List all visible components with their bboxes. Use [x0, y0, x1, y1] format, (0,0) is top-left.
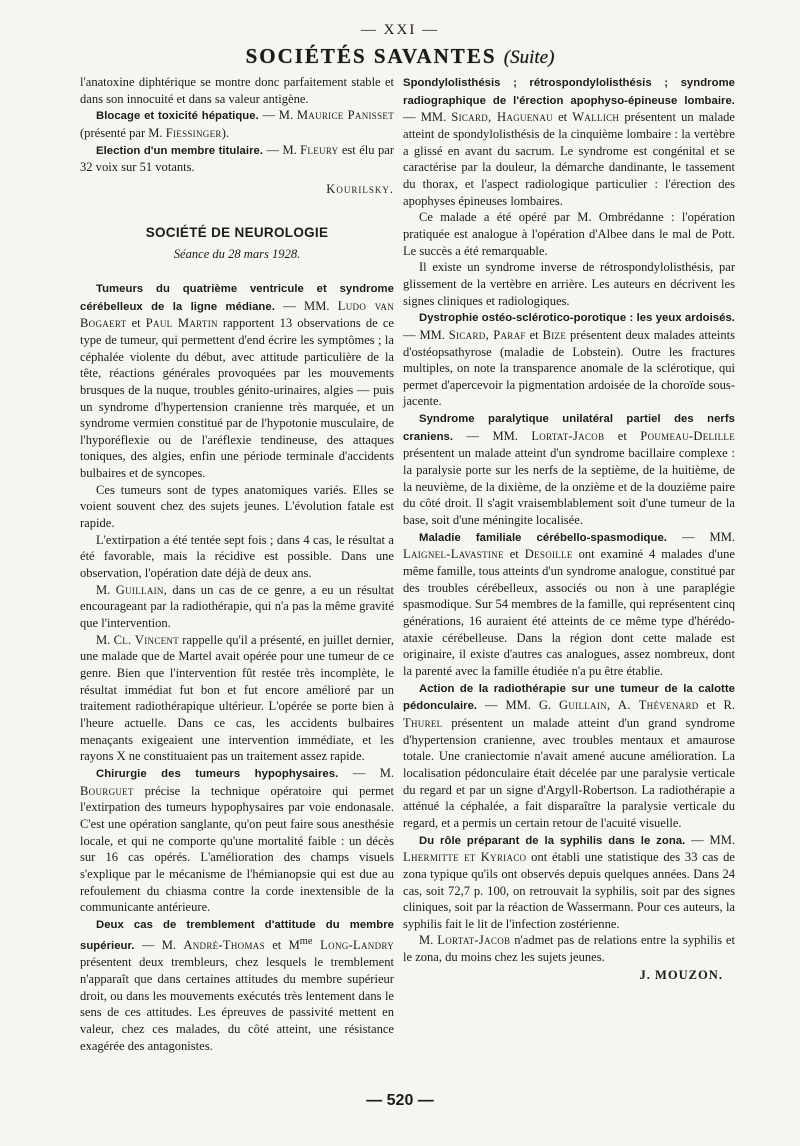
author: Bize	[542, 327, 567, 342]
running-title-suite: (Suite)	[503, 47, 555, 68]
text: ont examiné 4 malades d'une même famille, tous atteints d'un syndrome analogue, constitué par des troubles cérébelleux, associés ou non à une paraplégie spasmodique. Sur 54 membres de la famille, qui représentent cinq générations, 16 auraient été atteints de ce même type d'hérédo-ataxie cérébelleuse. Dans la région dont cette malade est originaire, il existe d'autres cas analogues, assez nombreux, dont la parenté avec la famille étudiée n'a pu être établie.	[403, 547, 735, 678]
text: présentent deux malades atteints d'ostéopsathyrose (maladie de Lobstein). Outre les fractures multiples, on note la transparence anomale de la sclérotique, qui permet d'apercevoir la pigmentation ardoisée de la choroïde sous-jacente.	[403, 327, 736, 409]
page-number: — 520 —	[366, 1092, 434, 1109]
paragraph-zona	[403, 832, 735, 933]
paragraph-extirpation: L'extirpation a été tentée sept fois ; dans 4 cas, le résultat a été favorable, mais la récidive est possible. Dans une observation, l'opération date déjà de deux ans.	[80, 532, 394, 581]
author: Lortat-Jacob	[531, 428, 605, 443]
author: Bourguet	[80, 783, 134, 798]
superscript: me	[299, 935, 313, 947]
author: Cl. Vincent	[113, 632, 180, 647]
seance-date: Séance du 28 mars 1928.	[173, 247, 301, 262]
paragraph-vincent	[80, 632, 394, 765]
author: Lortat-Jacob	[437, 933, 511, 948]
text: présentent un malade atteint d'un syndrome bacillaire complexe : la paralysie porte sur les nerfs de la septième, de la huitième, de la neuvième, de la dixième, de la onzième et de la douzième paire du côté droit. Il s'agit vraisemblablement soit d'une tumeur de la base, soit d'une méningite localisée.	[403, 446, 735, 528]
text: rappelle qu'il a présenté, en juillet dernier, une malade que de Martel avait opérée pour une tumeur de ce genre. Bien que l'intervention fût restée très incomplète, le résultat immédiat fut bon et fut encore amélioré par un traitement radiothérapique ultérieur. L'opérée se porte bien à l'heure actuelle. Dans ce cas, les accidents bulbaires menaçants exigeaient une intervention immédiate, et les rayons X ne constituaient pas un traitement assez rapide.	[80, 632, 394, 764]
text: et	[525, 327, 543, 342]
text: présentent un malade atteint d'un grand syndrome d'hypertension cranienne, avec troubles mentaux et amaurose totale. Une craniectomie n'avait amené aucune amélioration. La localisation pédonculaire était décelée par une paralysie verticale du regard et par un signe d'Argyll-Robertson. La radiothérapie a atténué la céphalée, a fait disparaître la paralysie verticale du regard, et a permis un certain retour de l'acuité visuelle.	[403, 715, 735, 830]
text: et R.	[698, 698, 735, 713]
text: et M	[264, 937, 300, 952]
paragraph-syndrome-paralytique	[403, 410, 735, 529]
text: est élu par 32 voix sur 51 votants.	[80, 142, 394, 175]
text: et	[552, 110, 573, 125]
signature-mouzon: J. MOUZON.	[639, 967, 723, 982]
text: M.	[96, 632, 114, 647]
paragraph-election	[80, 142, 394, 176]
text: et	[503, 547, 525, 562]
text: précise la technique opératoire qui permet l'extirpation des tumeurs hypophysaires par voie endonasale. C'est une opération sanglante, qu'on peut faire sous anesthésie locale, et qui ne comporte qu'une mortalité faible : un décès sur 16 cas opérés. L'amélioration des champs visuels s'explique par le mécanisme de l'hémianopsie qui est due au refoulement du chiasma contre la corde inextensible de la communicante antérieure.	[80, 783, 394, 915]
text: — M.	[263, 142, 301, 157]
heading-election: Election d'un membre titulaire.	[96, 144, 264, 157]
text: M.	[96, 582, 116, 597]
text: — MM.	[453, 428, 532, 443]
heading-tumeurs: Tumeurs du quatrième ventricule et syndrome cérébelleux de la ligne médiane.	[80, 282, 394, 313]
text: — MM.	[666, 529, 735, 544]
author: Sicard, Haguenau	[451, 110, 553, 125]
heading-tremblement: Deux cas de tremblement d'attitude du membre supérieur.	[80, 918, 394, 952]
text: — M.	[338, 765, 394, 780]
roman-page-number: — XXI —	[360, 22, 440, 38]
author: Paul Martin	[145, 316, 218, 331]
text: rapportent 13 observations de ce type de tumeur, qui permettent d'end écrire les symptômes ; la céphalée violente du début, avec attitude particulière de la tête, réactions générales provoquées par les mouvements brusques de la nuque, troubles génito-urinaires, algies — puis un syndrome d'hypertension cranienne très marquée, et un syndrome vermien constitué par de l'hypotonie musculaire, de l'hyporéflexie ou de l'aréflexie tendineuse, des attaques toniques, des algies, enfin une période terminale d'accidents bulbaires et de syncopes.	[80, 316, 394, 481]
paragraph-dystrophie	[403, 309, 735, 410]
author: Wallich	[572, 110, 620, 125]
author: Desoille	[524, 547, 573, 562]
heading-radiotherapie: Action de la radiothérapie sur une tumeur de la calotte pédonculaire.	[403, 682, 735, 713]
author: Fleury	[300, 142, 339, 157]
text: (présenté par M.	[80, 125, 166, 140]
author: Guillain	[115, 582, 164, 597]
text: — M.	[258, 108, 297, 123]
paragraph-tumeurs	[80, 280, 394, 482]
text: M.	[419, 933, 438, 948]
text: , dans un cas de ce genre, a eu un résultat encourageant par la radiothérapie, qui n'a pas la même gravité que l'intervention.	[80, 582, 394, 631]
paragraph-lortat-jacob	[403, 932, 735, 965]
paragraph-anatoxine: l'anatoxine diphtérique se montre donc parfaitement stable et dans son innocuité et dans sa valeur antigène.	[80, 75, 394, 106]
text: — MM. G.	[477, 698, 559, 713]
paragraph-radiotherapie	[403, 680, 735, 832]
text: ).	[221, 125, 230, 140]
paragraph-maladie-familiale	[403, 529, 735, 680]
paragraph-types: Ces tumeurs sont de types anatomiques variés. Elles se voient souvent chez des sujets jeunes. L'évolution fatale est rapide.	[80, 482, 394, 531]
heading-blocage: Blocage et toxicité hépatique.	[96, 110, 259, 123]
text: n'admet pas de relations entre la syphilis et le zona, du moins chez les sujets jeunes.	[403, 933, 735, 965]
author: Ludo van Bogaert	[80, 298, 394, 331]
author: Poumeau-Delille	[640, 428, 735, 443]
running-title	[0, 44, 800, 69]
text: — MM.	[403, 110, 452, 125]
author: Fiessinger	[165, 125, 222, 140]
text: présentent deux trembleurs, chez lesquels le tremblement n'apparaît que dans certaines attitudes du membre supérieur droit, ou dans les mouvements exécutés très lentement dans le sens de ces attitudes. Les épreuves de passivité mettent en valeur, chez ces malades, du côté atteint, une résistance exagérée des antagonistes.	[80, 955, 394, 1053]
text: présentent un malade atteint de spondylolisthésis de la cinquième lombaire : la vertèbre a glissé en avant du sacrum. Le syndrome est congénital et se caractérise par la douleur, la démarche dandinante, le tassement du thorax, et l'aspect radiologique particulier : l'érection des apophyses épineuses lombaires.	[403, 110, 735, 208]
heading-syndrome-paralytique: Syndrome paralytique unilatéral partiel des nerfs craniens.	[403, 413, 735, 443]
text: — MM.	[274, 298, 338, 313]
author: Maurice Panisset	[296, 108, 395, 123]
paragraph-tremblement	[80, 916, 394, 1054]
author: Guillain, A. Thévenard	[559, 698, 699, 713]
paragraph-blocage	[80, 107, 394, 141]
text: — MM.	[685, 832, 735, 847]
heading-zona: Du rôle préparant de la syphilis dans le zona.	[419, 834, 686, 847]
author: Sicard, Paraf	[448, 327, 526, 342]
text: ont établi une statistique des 33 cas de zona typique qu'ils ont observés depuis quelques années. Dans 24 cas, soit 72,7 p. 100, on retrouvait la syphilis, soit par des signes cliniques, soit par la réaction de Wassermann. Pour ces auteurs, la syphilis fait le lit de l'infection zostérienne.	[403, 850, 735, 931]
author: Thurel	[403, 715, 443, 730]
author: Laignel-Lavastine	[403, 547, 504, 562]
author: André-Thomas	[183, 937, 265, 952]
author: Long-Landry	[312, 937, 394, 952]
paragraph-spondylolisthesis	[403, 74, 735, 209]
signature-kourilsky: Kourilsky.	[326, 181, 394, 196]
author: Lhermitte et Kyriaco	[403, 850, 527, 865]
paragraph-guillain	[80, 582, 394, 632]
heading-maladie-familiale: Maladie familiale cérébello-spasmodique.	[419, 531, 667, 544]
section-title: SOCIÉTÉ DE NEUROLOGIE	[145, 224, 329, 240]
heading-dystrophie: Dystrophie ostéo-sclérotico-porotique : les yeux ardoisés.	[419, 312, 735, 325]
left-column	[80, 74, 394, 1054]
text: et	[126, 316, 146, 331]
text: — MM.	[403, 327, 449, 342]
paragraph-chirurgie	[80, 765, 394, 916]
text: — M.	[134, 937, 184, 952]
running-title-main: SOCIÉTÉS SAVANTES	[245, 44, 497, 68]
text: et	[604, 428, 641, 443]
heading-spondylolisthesis: Spondylolisthésis ; rétrospondylolisthésis ; syndrome radiographique de l'érection apophyso-épineuse lombaire.	[403, 77, 735, 107]
heading-chirurgie: Chirurgie des tumeurs hypophysaires.	[96, 767, 339, 780]
paragraph-inverse: Il existe un syndrome inverse de rétrospondylolisthésis, par glissement de la vertèbre en arrière. Les auteurs en décrivent les signes cliniques et radiologiques.	[403, 260, 735, 308]
right-column	[403, 74, 735, 983]
paragraph-ombredanne: Ce malade a été opéré par M. Ombrédanne : l'opération pratiquée est analogue à l'opération d'Albee dans le mal de Pott. Le succès a été remarquable.	[403, 210, 735, 258]
